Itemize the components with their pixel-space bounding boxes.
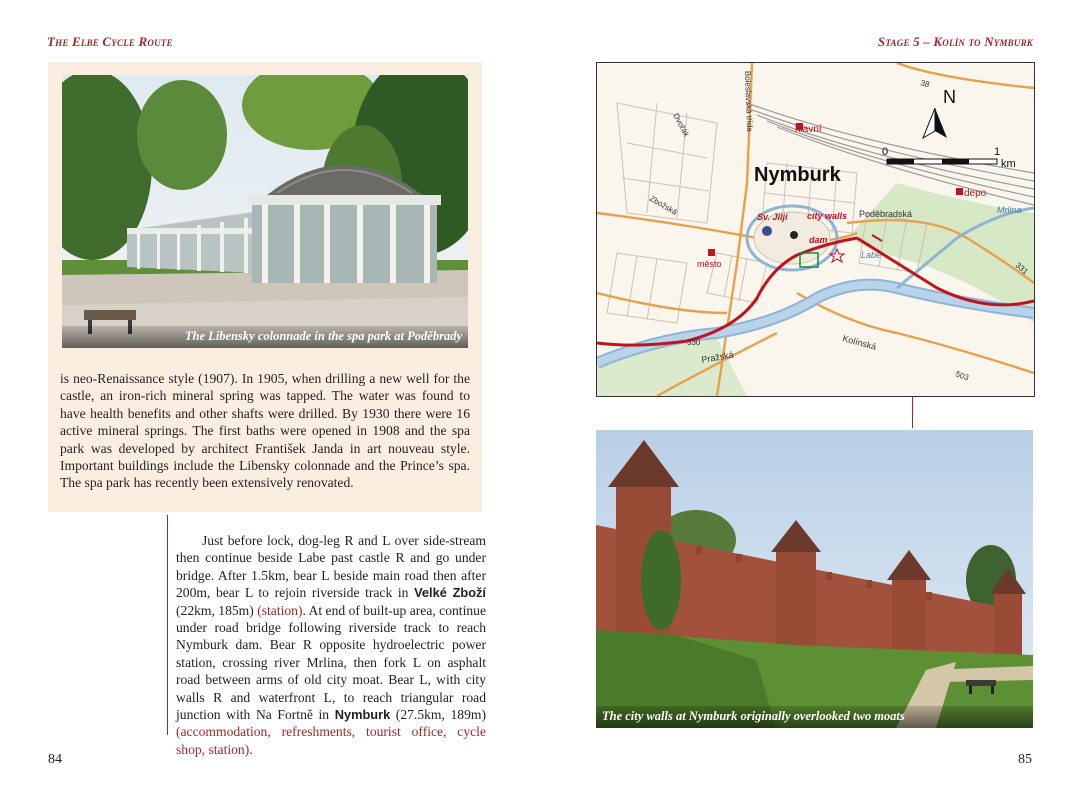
label-road-503: 503 — [954, 369, 970, 383]
route-text-2: (22km, 185m) — [176, 602, 258, 618]
label-road-38: 38 — [919, 78, 931, 90]
label-boleslavska: Boleslavská třída — [743, 70, 755, 132]
label-depo: depo — [964, 188, 987, 199]
label-zbozska: Zbožská — [648, 193, 679, 217]
colonnade-photo — [62, 75, 468, 348]
label-road-331: 331 — [1013, 260, 1030, 277]
label-city-walls: city walls — [807, 211, 848, 221]
map-drawing — [597, 63, 1034, 396]
route-text-4: (27.5km, 189m) — [390, 707, 486, 723]
colonnade-illustration — [62, 75, 468, 348]
box-paragraph: is neo-Renaissance style (1907). In 1905, when drilling a new well for the castle, an iron-rich mineral spring was tapped. The water was found to have health benefits and other shafts were drilled. By 1930 there were 16 active mineral springs. The first baths were opened in 1908 and the spa park was developed by architect František Janda in art nouveau style. Important buildings include the Libensky colonnade and the Prince’s spa. The spa park has recently been extensively renovated. — [60, 371, 470, 491]
label-mrlina: Mrlina — [997, 205, 1022, 215]
colonnade-caption: The Libensky colonnade in the spa park at Poděbrady — [62, 326, 468, 348]
route-map — [596, 62, 1035, 397]
label-labe: Labe — [861, 250, 882, 260]
running-head-right: Stage 5 – Kolín to Nymburk — [877, 34, 1033, 49]
city-walls-caption: The city walls at Nymburk originally overlooked two moats — [596, 706, 1033, 728]
city-walls-photo — [596, 430, 1033, 728]
label-dvorak: Dvořák — [671, 111, 692, 139]
label-mesto: město — [697, 259, 722, 269]
label-dam: dam — [809, 235, 828, 245]
route-text-1: Just before lock, dog-leg R and L over side-stream then continue beside Labe past castle R and go under bridge. After 1.5km, bear L beside main road then after 200m, bear L to rejoin riverside track in — [176, 533, 486, 601]
page-number-right: 85 — [1018, 752, 1032, 767]
running-head-left: The Elbe Cycle Route — [47, 34, 173, 49]
page-number-left: 84 — [48, 752, 62, 767]
scale-unit: km — [1001, 158, 1016, 170]
label-kolinska: Kolínská — [841, 333, 878, 352]
label-sv-jilji: Sv. Jiljí — [757, 212, 788, 222]
city-walls-illustration — [596, 430, 1033, 728]
north-label: N — [943, 87, 956, 107]
margin-rule — [167, 515, 168, 735]
map-town-label: Nymburk — [754, 164, 841, 186]
place-nymburk: Nymburk — [334, 707, 391, 723]
scale-zero: 0 — [882, 146, 889, 158]
facilities-nymburk: (accommodation, refreshments, tourist office, cycle shop, station) — [176, 724, 486, 757]
place-velke-zbozi: Velké Zboží — [414, 585, 486, 601]
label-prazska: Pražská — [700, 349, 735, 365]
label-road-330: 330 — [687, 338, 701, 347]
route-text-5: . — [249, 741, 253, 757]
facilities-velke-zbozi: (station) — [257, 602, 303, 618]
label-podebradska: Poděbradská — [859, 209, 913, 219]
scale-one: 1 — [994, 146, 1001, 158]
route-description — [176, 532, 486, 758]
route-text-3: . At end of built-up area, continue under road bridge following riverside track to reach Nymburk dam. Bear R opposite hydroelectric power station, crossing river Mrlina, then fork L on asphalt road between arms of old city moat. Bear L, with city walls R and waterfront L, to reach triangular road junction with Na Fortně in — [176, 602, 486, 723]
label-hlavni: hlavní — [795, 124, 822, 135]
map-connector-rule — [912, 396, 913, 428]
